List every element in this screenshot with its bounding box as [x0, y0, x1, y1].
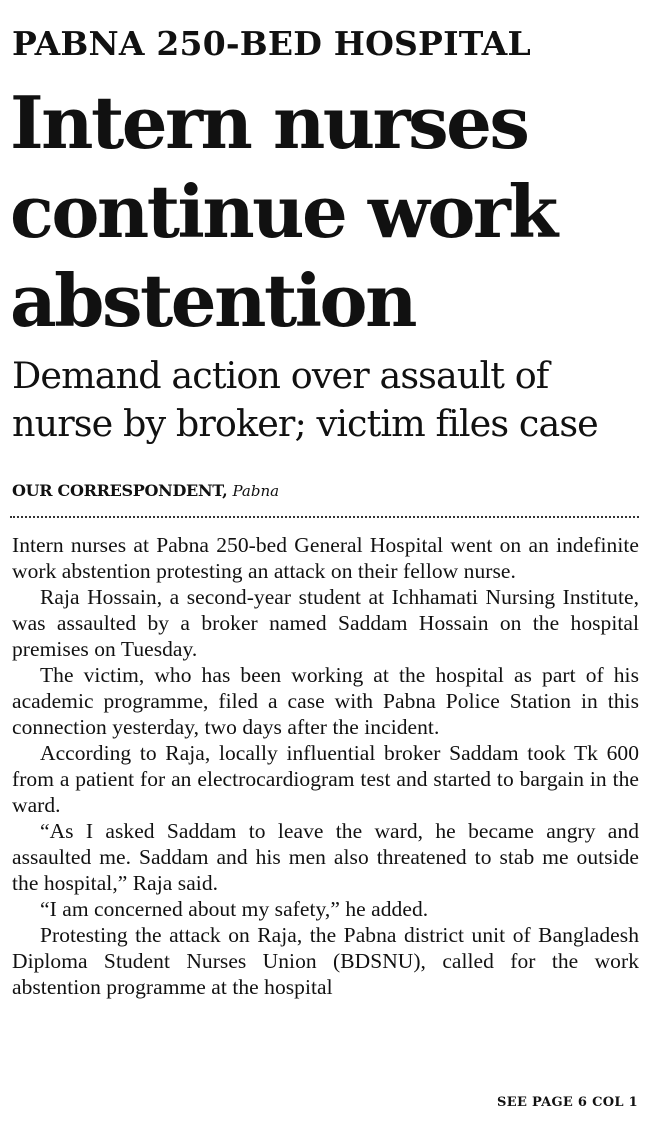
body-paragraph: Intern nurses at Pabna 250-bed General Hospital went on an indefinite work abstention protesting an attack on their fellow nurse. [12, 533, 639, 583]
body-paragraph: The victim, who has been working at the hospital as part of his academic programme, filed a case with Pabna Police Station in this connection yesterday, two days after the incident. [12, 663, 639, 739]
article-body [12, 532, 639, 1000]
headline-line: continue work [10, 169, 556, 254]
subheadline-line: Demand action over assault of [12, 354, 549, 397]
headline-line: Intern nurses [10, 80, 528, 165]
article-byline [12, 480, 642, 502]
article-headline [10, 78, 649, 345]
body-paragraph: According to Raja, locally influential broker Saddam took Tk 600 from a patient for an electrocardiogram test and started to bargain in the ward. [12, 741, 639, 817]
byline-location: Pabna [232, 482, 280, 500]
article-kicker: PABNA 250-BED HOSPITAL [12, 24, 531, 63]
body-paragraph: “I am concerned about my safety,” he added. [40, 897, 429, 921]
continued-jump-line: SEE PAGE 6 COL 1 [497, 1095, 638, 1110]
article-subheadline [12, 352, 649, 448]
body-paragraph: “As I asked Saddam to leave the ward, he became angry and assaulted me. Saddam and his men also threatened to stab me outside the hospital,” Raja said. [12, 819, 639, 895]
body-paragraph: Protesting the attack on Raja, the Pabna district unit of Bangladesh Diploma Student Nurses Union (BDSNU), called for the work abstention programme at the hospital [12, 923, 639, 999]
headline-line: abstention [10, 258, 415, 343]
dotted-divider [10, 516, 639, 518]
body-paragraph: Raja Hossain, a second-year student at Ichhamati Nursing Institute, was assaulted by a broker named Saddam Hossain on the hospital premises on Tuesday. [12, 585, 639, 661]
subheadline-line: nurse by broker; victim files case [12, 402, 598, 445]
byline-author: OUR CORRESPONDENT, [12, 481, 228, 500]
